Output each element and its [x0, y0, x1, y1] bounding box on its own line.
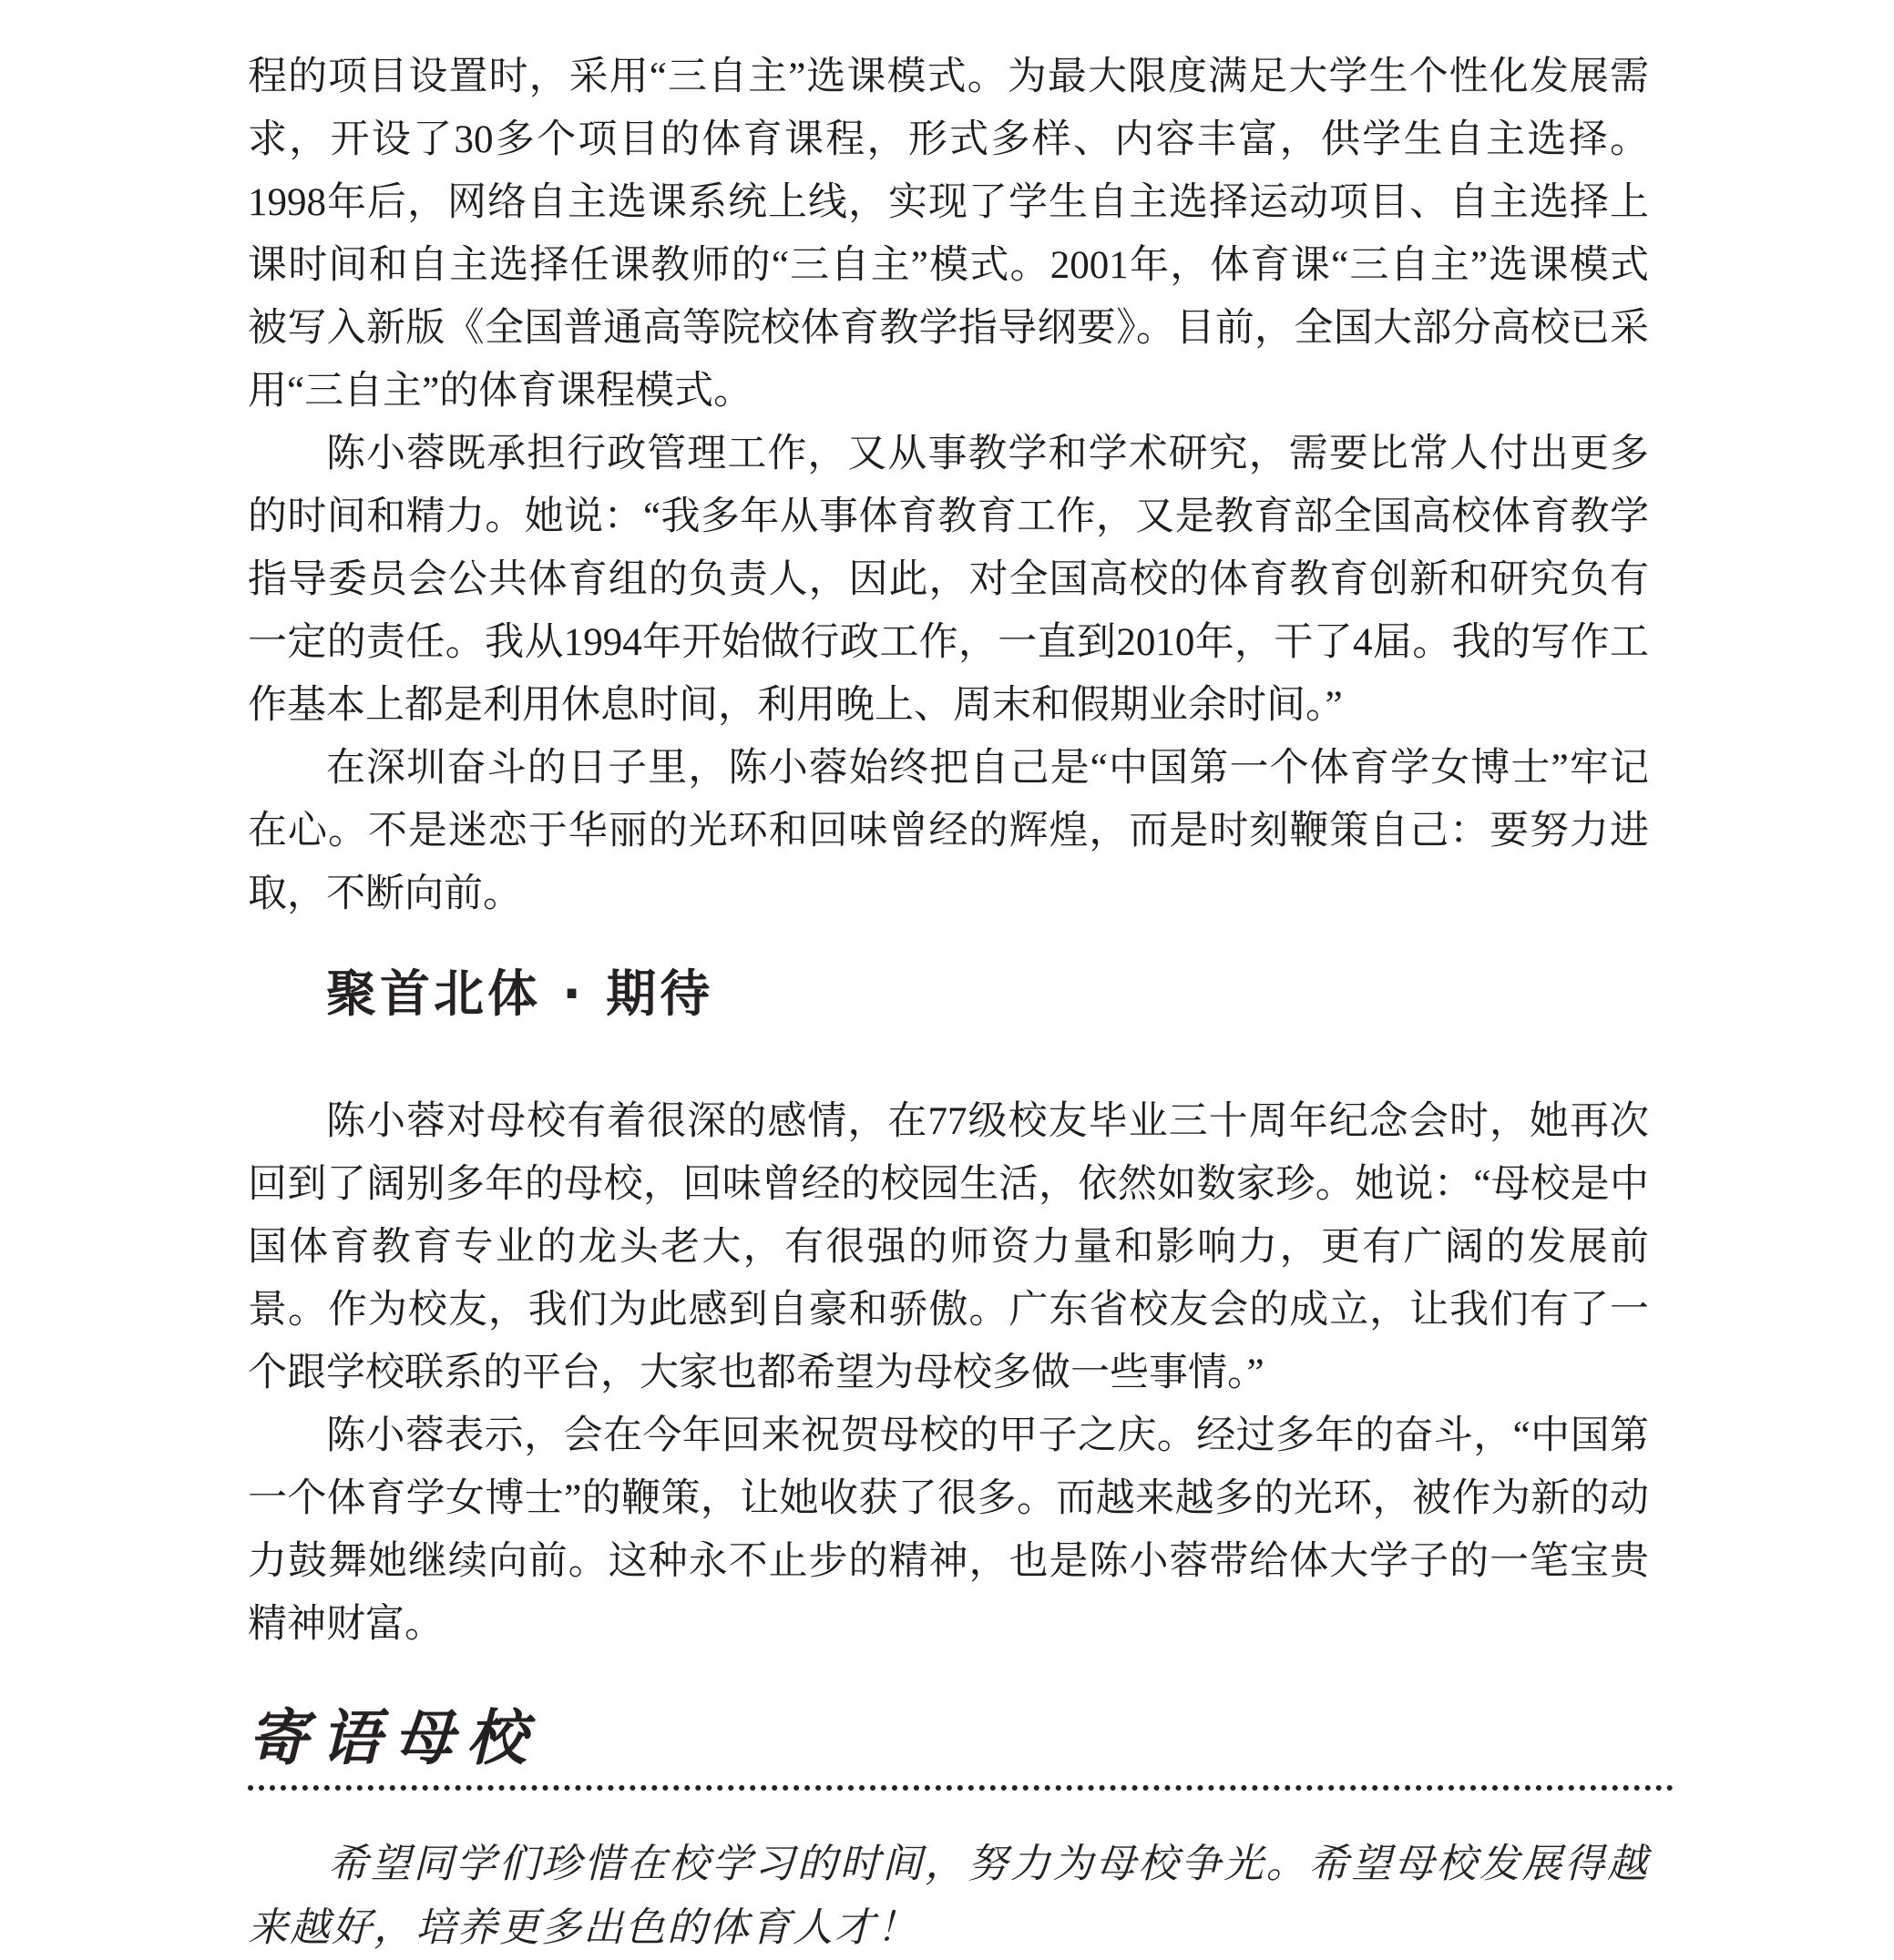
message-paragraph: 希望同学们珍惜在校学习的时间，努力为母校争光。希望母校发展得越来越好，培养更多出色的体育人才！ [248, 1842, 1649, 1950]
paragraph-alma-mater-affection: 陈小蓉对母校有着很深的感情，在77级校友毕业三十周年纪念会时，她再次回到了阔别多年的母校，回味曾经的校园生活，依然如数家珍。她说：“母校是中国体育教育专业的龙头老大，有很强的师资力量和影响力，更有广阔的发展前景。作为校友，我们为此感到自豪和骄傲。广东省校友会的成立，让我们有了一个跟学校联系的平台，大家也都希望为母校多做一些事情。” [248, 1100, 1649, 1394]
paragraph-shenzhen-motto: 在深圳奋斗的日子里，陈小蓉始终把自己是“中国第一个体育学女博士”牢记在心。不是迷恋于华丽的光环和回味曾经的辉煌，而是时刻鞭策自己：要努力进取，不断向前。 [248, 747, 1649, 915]
message-heading-calligraphy: 寄语母校 [248, 1702, 539, 1773]
dotted-divider [248, 1785, 1674, 1791]
section-heading: 聚首北体 · 期待 [326, 965, 714, 1023]
paragraph-admin-research: 陈小蓉既承担行政管理工作，又从事教学和学术研究，需要比常人付出更多的时间和精力。她说：“我多年从事体育教育工作，又是教育部全国高校体育教学指导委员会公共体育组的负责人，因此，对全国高校的体育教育创新和研究负有一定的责任。我从1994年开始做行政工作，一直到2010年，干了4届。我的写作工作基本上都是利用休息时间，利用晚上、周末和假期业余时间。” [248, 433, 1649, 727]
page-body [248, 46, 1649, 1960]
paragraph-anniversary-spirit: 陈小蓉表示，会在今年回来祝贺母校的甲子之庆。经过多年的奋斗，“中国第一个体育学女博士”的鞭策，让她收获了很多。而越来越多的光环，被作为新的动力鼓舞她继续向前。这种永不止步的精神，也是陈小蓉带给体大学子的一笔宝贵精神财富。 [248, 1414, 1649, 1646]
paragraph-course-mode: 程的项目设置时，采用“三自主”选课模式。为最大限度满足大学生个性化发展需求，开设了30多个项目的体育课程，形式多样、内容丰富，供学生自主选择。1998年后，网络自主选课系统上线，实现了学生自主选择运动项目、自主选择上课时间和自主选择任课教师的“三自主”模式。2001年，体育课“三自主”选课模式被写入新版《全国普通高等院校体育教学指导纲要》。目前，全国大部分高校已采用“三自主”的体育课程模式。 [248, 56, 1649, 413]
